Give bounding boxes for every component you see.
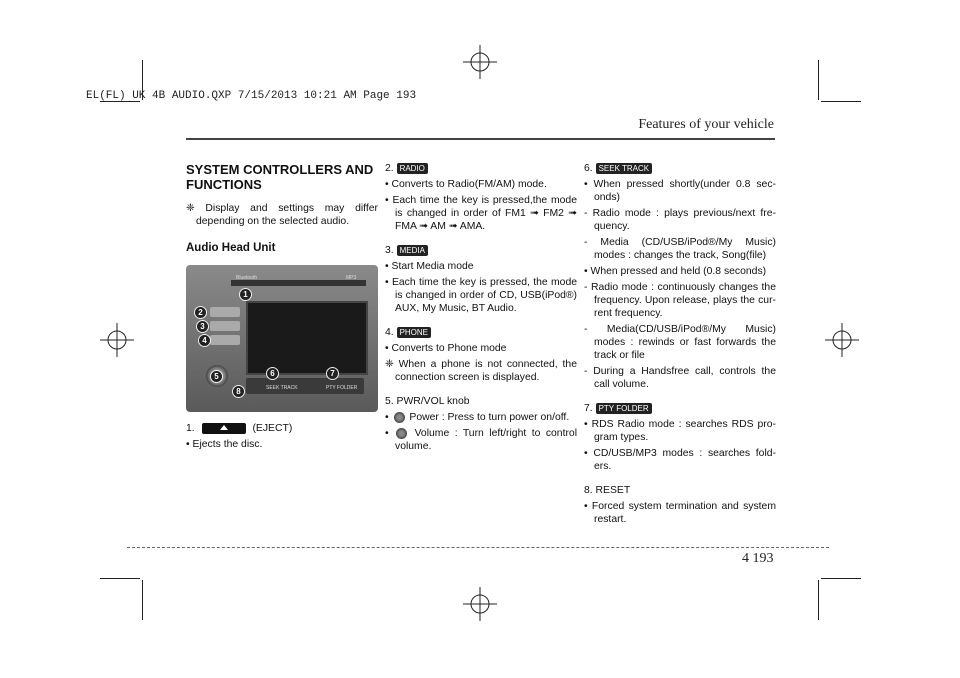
dash-item: - During a Handsfree call, controls the call volume. [584, 366, 776, 390]
crop-mark [142, 580, 143, 620]
section-title: Features of your vehicle [638, 117, 774, 132]
note: ❈ Display and settings may differ depending on the selected audio. [186, 203, 378, 227]
column-3 [584, 162, 776, 529]
registration-mark-icon [463, 587, 497, 621]
crop-mark [821, 101, 861, 102]
seek-track-key: SEEK TRACK [596, 163, 653, 174]
callout: 8 [232, 385, 245, 398]
unit-button [210, 321, 240, 331]
item-2 [385, 162, 577, 175]
unit-button [210, 307, 240, 317]
item-num: 4. [385, 327, 394, 338]
item-5: 5. PWR/VOL knob [385, 396, 470, 407]
callout: 4 [198, 334, 211, 347]
item-6 [584, 162, 776, 175]
dash-item: - Radio mode : continuously changes the frequency. Upon release, plays the cur-rent frequency. [584, 282, 776, 319]
column-1 [186, 162, 378, 454]
pty-folder-key: PTY FOLDER [596, 403, 652, 414]
crop-mark [100, 578, 140, 579]
bullet: • Each time the key is pressed, the mode is changed in order of CD, USB(iPod®) AUX, My Music, BT Audio. [385, 277, 577, 314]
registration-mark-icon [100, 323, 134, 357]
crop-mark [821, 578, 861, 579]
media-key: MEDIA [397, 245, 428, 256]
item-num: 1. [186, 423, 195, 434]
unit-brand: Bluetooth [236, 275, 258, 281]
callout: 7 [326, 367, 339, 380]
crop-mark [818, 580, 819, 620]
callout: 3 [196, 320, 209, 333]
item-num: 3. [385, 245, 394, 256]
bullet: • When pressed shortly(under 0.8 sec-onds) [584, 179, 776, 203]
radio-key: RADIO [397, 163, 428, 174]
bullet: • RDS Radio mode : searches RDS pro-gram types. [584, 419, 776, 443]
item-8: 8. RESET [584, 485, 631, 496]
dash-item: - Media(CD/USB/iPod®/My Music) modes : rewinds or fast forwards the track or file [584, 324, 776, 361]
item-label: (EJECT) [252, 423, 293, 434]
item-1 [186, 422, 378, 435]
item-4 [385, 326, 577, 339]
item-num: 2. [385, 163, 394, 174]
crop-mark [818, 60, 819, 100]
page-number: 4 193 [742, 551, 774, 566]
bullet: • Volume : Turn left/right to control volume. [385, 428, 578, 452]
phone-key: PHONE [397, 327, 431, 338]
item-num: 7. [584, 403, 593, 414]
page-title: SYSTEM CONTROLLERS AND FUNCTIONS [186, 162, 374, 192]
unit-seek: SEEK TRACK [266, 385, 298, 391]
bullet: • When pressed and held (0.8 seconds) [584, 266, 767, 277]
item-num: 6. [584, 163, 593, 174]
callout: 6 [266, 367, 279, 380]
knob-icon [394, 412, 405, 423]
bullet: • Converts to Radio(FM/AM) mode. [385, 179, 547, 190]
bullet: • Converts to Phone mode [385, 343, 507, 354]
print-header: EL(FL) UK 4B AUDIO.QXP 7/15/2013 10:21 AM Page 193 [86, 90, 417, 102]
eject-key [202, 423, 246, 434]
callout: 5 [210, 370, 223, 383]
audio-head-unit-image [186, 265, 378, 412]
column-2 [385, 162, 577, 456]
registration-mark-icon [463, 45, 497, 79]
callout: 2 [194, 306, 207, 319]
dash-item: - Media (CD/USB/iPod®/My Music) modes : changes the track, Song(file) [584, 237, 776, 261]
dash-item: - Radio mode : plays previous/next fre-quency. [584, 208, 776, 232]
callout: 1 [239, 288, 252, 301]
item-1-bullet: • Ejects the disc. [186, 439, 263, 450]
item-7 [584, 402, 776, 415]
footer-rule [127, 547, 829, 548]
bullet: • Power : Press to turn power on/off. [385, 412, 570, 423]
registration-mark-icon [825, 323, 859, 357]
bullet: • CD/USB/MP3 modes : searches fold-ers. [584, 448, 776, 472]
item-3 [385, 244, 577, 257]
unit-button [210, 335, 240, 345]
unit-screen [246, 301, 368, 375]
unit-mp3: MP3 [346, 275, 357, 281]
bullet: • Each time the key is pressed,the mode is changed in order of FM1 ➟ FM2 ➟ FMA ➟ AM ➟ AMA. [385, 195, 577, 232]
header-rule [186, 138, 775, 140]
subtitle: Audio Head Unit [186, 242, 276, 254]
unit-pty: PTY FOLDER [326, 385, 358, 391]
bullet: • Start Media mode [385, 261, 474, 272]
knob-icon [396, 428, 407, 439]
bullet: • Forced system termination and system restart. [584, 501, 776, 525]
bullet: ❈ When a phone is not connected, the connection screen is displayed. [385, 359, 577, 383]
